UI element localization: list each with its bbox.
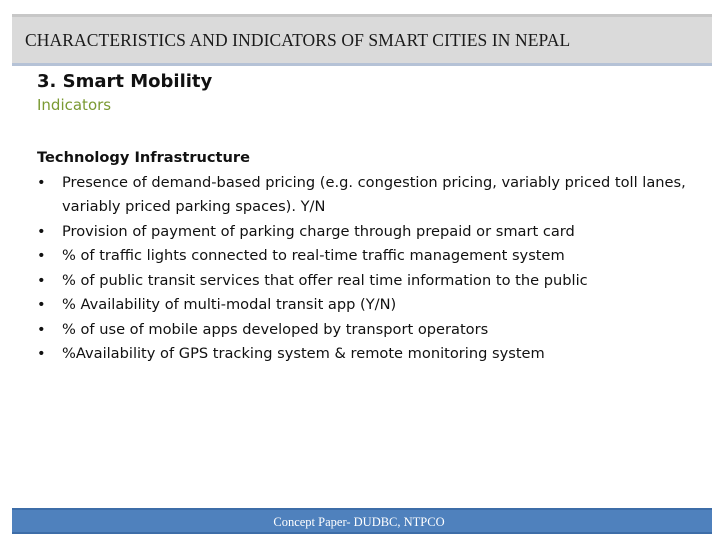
list-item-text: % of public transit services that offer real time information to the public: [62, 271, 588, 289]
list-item: [37, 269, 707, 294]
list-item: [37, 220, 707, 245]
list-item-text: %Availability of GPS tracking system & remote monitoring system: [62, 345, 545, 362]
list-item-text: % of traffic lights connected to real-time traffic management system: [62, 247, 565, 264]
group-heading: Technology Infrastructure: [37, 149, 251, 166]
slide-header-title: CHARACTERISTICS AND INDICATORS OF SMART CITIES IN NEPAL: [25, 30, 571, 50]
header-bar: [12, 14, 712, 66]
list-item-text: Presence of demand-based pricing (e.g. congestion pricing, variably priced toll lanes, variably priced parking spaces). Y/N: [62, 173, 686, 215]
bullet-icon: •: [37, 222, 46, 240]
bullet-icon: •: [37, 271, 46, 289]
section-subtitle: Indicators: [37, 96, 112, 114]
footer-bar: [12, 508, 712, 534]
footer-text: Concept Paper- DUDBC, NTPCO: [273, 515, 445, 529]
list-item: [37, 342, 707, 367]
list-item: [37, 244, 707, 269]
list-item-text: % of use of mobile apps developed by transport operators: [62, 320, 489, 338]
list-item-text: % Availability of multi-modal transit app (Y/N): [62, 296, 397, 313]
bullet-icon: •: [37, 345, 46, 362]
list-item: [37, 318, 707, 343]
bullet-icon: •: [37, 296, 46, 313]
list-item-text: Provision of payment of parking charge through prepaid or smart card: [62, 222, 575, 240]
content-body: [37, 146, 707, 367]
bullet-list: [37, 171, 707, 367]
bullet-icon: •: [37, 247, 46, 264]
section-title: 3. Smart Mobility: [37, 71, 213, 92]
bullet-icon: •: [37, 173, 46, 191]
list-item: [37, 171, 707, 220]
list-item: [37, 293, 707, 318]
bullet-icon: •: [37, 320, 46, 338]
